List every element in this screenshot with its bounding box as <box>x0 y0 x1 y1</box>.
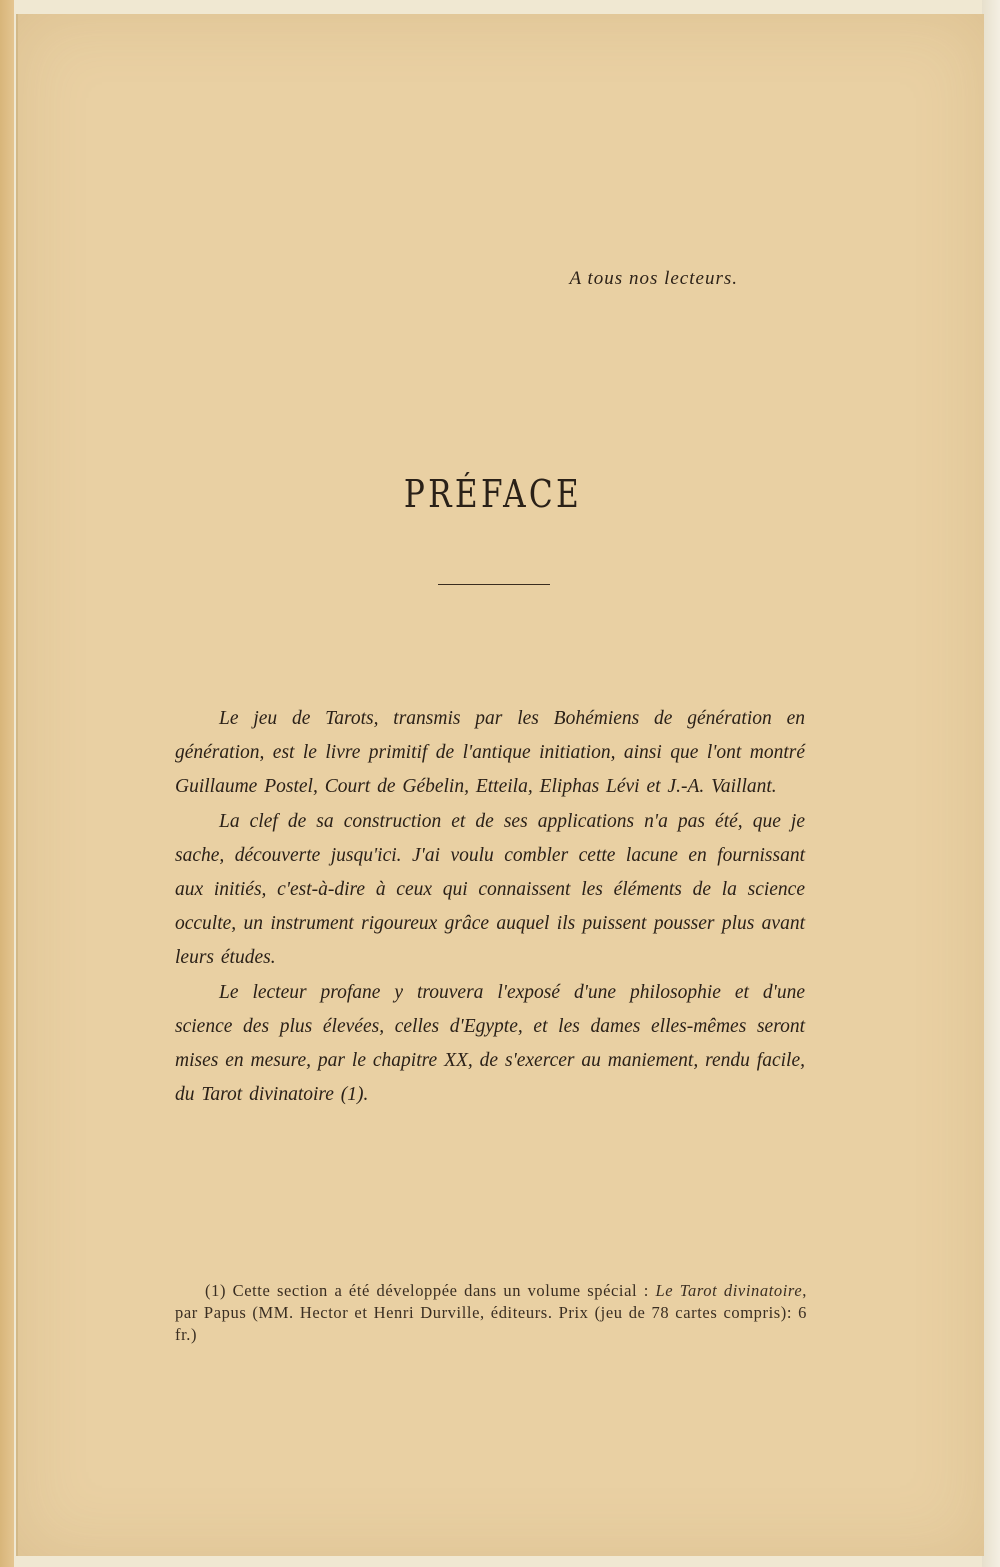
page-edge <box>0 0 14 1567</box>
paragraph-1: Le jeu de Tarots, transmis par les Bohémiens de génération en génération, est le livre primitif de l'antique initiation, ainsi que l'ont montré Guillaume Postel, Court de Gébelin, Etteila, Eliphas Lévi et J.-A. Vaillant. <box>175 708 805 797</box>
paragraph-3: Le lecteur profane y trouvera l'exposé d'une philosophie et d'une science des plus élevées, celles d'Egypte, et les dames elles-mêmes seront mises en mesure, par le chapitre XX, de s'exercer au maniement, rendu facile, du Tarot divinatoire (1). <box>175 982 805 1105</box>
footnote-book-title: Le Tarot divinatoire <box>655 1281 803 1300</box>
preface-body <box>175 702 805 1114</box>
dedication: A tous nos lecteurs. <box>569 268 738 289</box>
paragraph-2: La clef de sa construction et de ses applications n'a pas été, que je sache, découverte jusqu'ici. J'ai voulu combler cette lacune en fournissant aux initiés, c'est-à-dire à ceux qui connaissent les éléments de la science occulte, un instrument rigoureux grâce auquel ils puissent pousser plus avant leurs études. <box>175 811 805 968</box>
page-title: PRÉFACE <box>403 472 583 516</box>
title-divider <box>438 584 550 585</box>
footnote-marker: (1) <box>205 1281 227 1300</box>
footnote-text-after: , par Papus (MM. Hector et Henri Durville, éditeurs. Prix (jeu de 78 cartes compris): 6 fr.) <box>175 1281 807 1344</box>
footnote <box>175 1280 807 1346</box>
scan-margin <box>982 0 1000 1567</box>
footnote-text-before: Cette section a été développée dans un volume spécial : <box>232 1281 649 1300</box>
book-page <box>16 14 984 1556</box>
